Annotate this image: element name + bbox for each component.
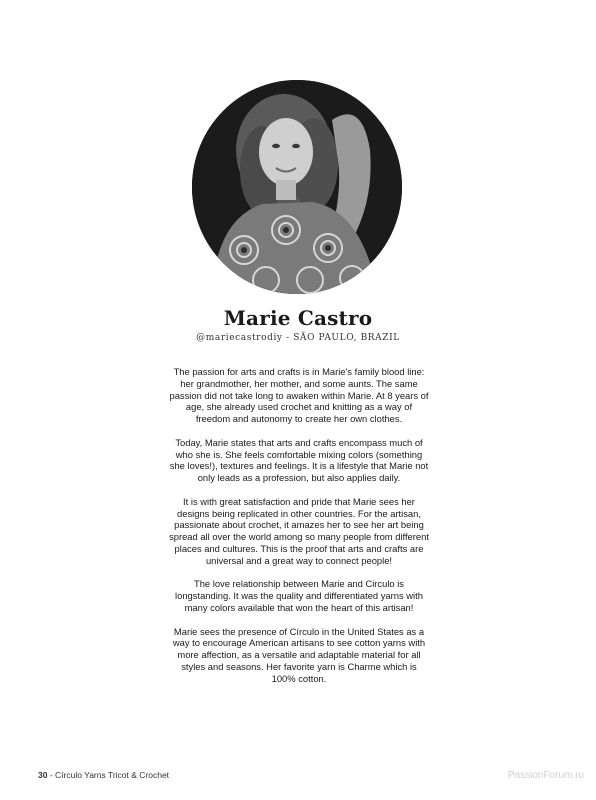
profile-location: SÃO PAULO, BRAZIL	[293, 333, 400, 343]
bio-paragraph-4: The love relationship between Marie and Circulo is longstanding. It was the quality and differentiated yarns with many colors available that won the heart of this artisan!	[175, 578, 423, 613]
footer-separator: -	[47, 770, 56, 780]
bio-paragraph-2: Today, Marie states that arts and crafts encompass much of who she is. She feels comfortable mixing colors (something she loves!), textures and feelings. It is a lifestyle that Marie not only leads as a profession, but also applies daily.	[169, 436, 429, 484]
bio-paragraph-3: It is with great satisfaction and pride that Marie sees her designs being replicated in other countries. For the artisan, passionate about crochet, it amazes her to see her art being spread all over the world among so many people from different places and cultures. This is the proof that arts and crafts are universal and a great way to connect people!	[169, 495, 429, 566]
profile-handle: @mariecastrodiy	[196, 333, 283, 343]
profile-subtitle	[0, 333, 596, 343]
page-footer	[38, 770, 169, 780]
bio-paragraph-5: Marie sees the presence of Círculo in the United States as a way to encourage American artisans to see cotton yarns with more affection, as a versatile and adaptable material for all styles and seasons. Her favorite yarn is Charme which is 100% cotton.	[172, 625, 426, 684]
profile-photo	[192, 80, 402, 294]
bio-paragraph-1: The passion for arts and crafts is in Marie's family blood line: her grandmother, her mother, and some aunts. The same passion did not take long to awaken within Marie. At 8 years of age, she already used crochet and knitting as a way of freedom and autonomy to create her own clothes.	[169, 366, 429, 425]
subtitle-separator: -	[282, 333, 294, 343]
profile-name: Marie Castro	[223, 306, 373, 330]
watermark: PassionForum.ru	[507, 770, 584, 781]
page-number: 30	[38, 770, 48, 780]
biography-text	[168, 366, 430, 696]
publication-name: Círculo Yarns Tricot & Crochet	[55, 770, 170, 780]
